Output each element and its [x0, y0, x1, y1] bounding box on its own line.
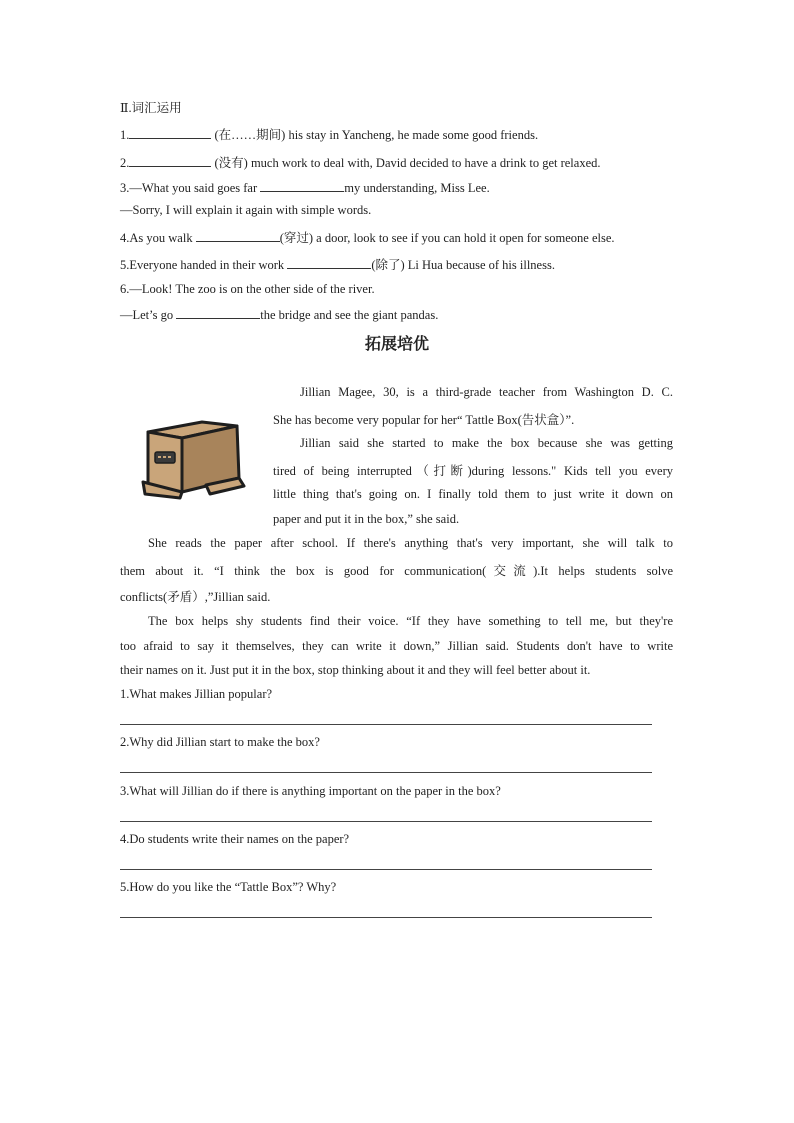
passage-p3-line1: She reads the paper after school. If there's anything that's very important, she will talk to — [148, 536, 673, 550]
section-heading: Ⅱ.词汇运用 — [120, 101, 182, 115]
passage-p4-line2: too afraid to say it themselves, they can write it down,” Jillian said. Students don't have to write — [120, 639, 673, 653]
question-1: 1.What makes Jillian popular? — [120, 687, 273, 701]
answer-line-2[interactable] — [120, 772, 652, 773]
extension-title: 拓展培优 — [364, 334, 429, 353]
answer-blank[interactable] — [176, 306, 260, 319]
passage-p2-line1: Jillian said she started to make the box because she was getting — [300, 436, 673, 450]
answer-blank[interactable] — [260, 179, 344, 192]
passage-p2-line2: tired of being interrupted（打断)during lessons." Kids tell you every — [273, 464, 673, 478]
passage-p1-line1: Jillian Magee, 30, is a third-grade teacher from Washington D. C. — [300, 385, 673, 399]
passage-p3-line3: conflicts(矛盾）,”Jillian said. — [120, 590, 271, 604]
vocab-item-2: 2. (没有) much work to deal with, David decided to have a drink to get relaxed. — [120, 156, 601, 170]
answer-line-4[interactable] — [120, 869, 652, 870]
passage-p4-line1: The box helps shy students find their voice. “If they have something to tell me, but they're — [148, 614, 673, 628]
question-4: 4.Do students write their names on the paper? — [120, 832, 350, 846]
vocab-item-5: 5.Everyone handed in their work (除了) Li Hua because of his illness. — [120, 258, 555, 272]
answer-blank[interactable] — [129, 154, 211, 167]
vocab-item-1: 1. (在……期间) his stay in Yancheng, he made some good friends. — [120, 128, 539, 142]
question-3: 3.What will Jillian do if there is anything important on the paper in the box? — [120, 784, 501, 798]
vocab-item-3: 3.—What you said goes far my understanding, Miss Lee. — [120, 181, 490, 195]
answer-line-5[interactable] — [120, 917, 652, 918]
passage-p4-line3: their names on it. Just put it in the box, stop thinking about it and they will feel better about it. — [120, 663, 591, 677]
answer-blank[interactable] — [287, 256, 371, 269]
passage-p1-line2: She has become very popular for her“ Tattle Box(告状盒）”. — [273, 413, 575, 427]
cardboard-box-icon — [140, 412, 250, 502]
passage-p3-line2: them about it. “I think the box is good for communication(交流).It helps students solve — [120, 564, 673, 578]
passage-p2-line4: paper and put it in the box,” she said. — [273, 512, 460, 526]
answer-blank[interactable] — [196, 229, 280, 242]
question-2: 2.Why did Jillian start to make the box? — [120, 735, 320, 749]
vocab-item-4: 4.As you walk (穿过) a door, look to see if you can hold it open for someone else. — [120, 231, 615, 245]
vocab-item-6-reply: —Let’s go the bridge and see the giant pandas. — [120, 308, 439, 322]
vocab-item-3-reply: —Sorry, I will explain it again with simple words. — [120, 203, 372, 217]
answer-line-3[interactable] — [120, 821, 652, 822]
question-5: 5.How do you like the “Tattle Box”? Why? — [120, 880, 337, 894]
answer-blank[interactable] — [129, 126, 211, 139]
answer-line-1[interactable] — [120, 724, 652, 725]
passage-p2-line3: little thing that's going on. I finally told them to just write it down on — [273, 487, 673, 501]
vocab-item-6: 6.—Look! The zoo is on the other side of the river. — [120, 282, 375, 296]
